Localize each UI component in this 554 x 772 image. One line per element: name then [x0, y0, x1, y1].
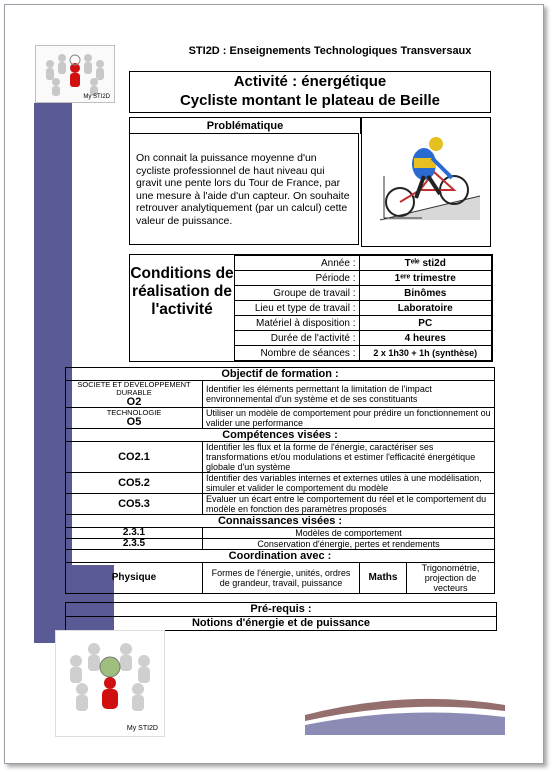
conditions-table — [234, 255, 492, 361]
page-header: STI2D : Enseignements Technologiques Transversaux — [188, 45, 472, 57]
logo-top — [35, 45, 115, 103]
coordination-subject-physique: Physique — [66, 563, 203, 594]
condition-key: Période : — [235, 271, 360, 286]
logo-bottom — [55, 630, 165, 737]
objectif-category — [66, 408, 203, 429]
logo-caption: My STI2D — [83, 94, 110, 100]
prerequis-box — [65, 602, 497, 631]
conditions-row — [235, 346, 492, 361]
connaissance-row — [66, 528, 495, 539]
competence-row — [66, 473, 495, 494]
footer-decoration — [305, 695, 505, 735]
competence-text: Evaluer un écart entre le comportement du réel et le comportement du modèle en fonction des paramètres proposés — [203, 494, 495, 515]
conditions-title: Conditions de réalisation de l'activité — [130, 265, 234, 318]
activity-title: Activité : énergétique — [233, 73, 387, 90]
objectif-category — [66, 381, 203, 408]
competence-code: CO5.3 — [66, 494, 203, 515]
connaissances-heading: Connaissances visées : — [66, 515, 495, 528]
condition-key: Lieu et type de travail : — [235, 301, 360, 316]
objectif-category-label: TECHNOLOGIE — [106, 408, 162, 417]
connaissance-text: Modèles de comportement — [203, 528, 495, 539]
condition-value: Tᵉˡᵉ sti2d — [359, 256, 492, 271]
objectif-text: Utiliser un modèle de comportement pour prédire un fonctionnement ou valider une performance — [203, 408, 495, 429]
competence-row — [66, 442, 495, 473]
conditions-row — [235, 286, 492, 301]
objectif-row — [66, 408, 495, 429]
coordination-heading: Coordination avec : — [66, 550, 495, 563]
competence-code: CO2.1 — [66, 442, 203, 473]
connaissance-code: 2.3.5 — [66, 539, 203, 550]
logo-bottom-caption: My STI2D — [126, 725, 158, 732]
connaissance-code: 2.3.1 — [66, 528, 203, 539]
connaissance-row — [66, 539, 495, 550]
activity-title-box — [129, 71, 491, 113]
objectif-code: O5 — [126, 416, 142, 428]
condition-key: Matériel à disposition : — [235, 316, 360, 331]
condition-value: 1ᵉʳᵉ trimestre — [359, 271, 492, 286]
coordination-text-physique: Formes de l'énergie, unités, ordres de grandeur, travail, puissance — [203, 563, 360, 594]
condition-key: Année : — [235, 256, 360, 271]
competence-row — [66, 494, 495, 515]
team-circle-icon — [56, 631, 164, 721]
condition-value: PC — [359, 316, 492, 331]
condition-key: Durée de l'activité : — [235, 331, 360, 346]
cyclist-icon — [362, 118, 490, 246]
objectif-code: O2 — [126, 396, 142, 408]
conditions-row — [235, 331, 492, 346]
problematique-heading: Problématique — [129, 117, 361, 134]
conditions-box — [129, 254, 493, 362]
condition-value: Binômes — [359, 286, 492, 301]
competence-code: CO5.2 — [66, 473, 203, 494]
condition-value: Laboratoire — [359, 301, 492, 316]
objectives-table — [65, 367, 495, 594]
condition-value: 4 heures — [359, 331, 492, 346]
conditions-row — [235, 271, 492, 286]
objectif-heading: Objectif de formation : — [66, 368, 495, 381]
prerequis-text: Notions d'énergie et de puissance — [191, 617, 371, 629]
objectif-text: Identifier les éléments permettant la limitation de l'impact environnemental d'un système et de ses constituants — [203, 381, 495, 408]
coordination-text-maths: Trigonométrie, projection de vecteurs — [407, 563, 495, 594]
activity-subtitle: Cycliste montant le plateau de Beille — [179, 92, 441, 109]
problematique-text: On connait la puissance moyenne d'un cycliste professionnel de haut niveau qui gravit une pente lors du Tour de France, par une mesure à l'aide d'un capteur. On souhaite retrouver analytiquement (par un calcul) cette valeur de puissance. — [136, 152, 350, 227]
problematique-box — [129, 133, 359, 245]
competence-text: Identifier des variables internes et externes utiles à une modélisation, simuler et valider le comportement du modèle — [203, 473, 495, 494]
objectif-category-label: SOCIETE ET DEVELOPPEMENT DURABLE — [77, 380, 191, 397]
connaissance-text: Conservation d'énergie, pertes et rendements — [203, 539, 495, 550]
conditions-row — [235, 301, 492, 316]
condition-value: 2 x 1h30 + 1h (synthèse) — [359, 346, 492, 361]
condition-key: Groupe de travail : — [235, 286, 360, 301]
coordination-row — [66, 563, 495, 594]
prerequis-heading: Pré-requis : — [66, 603, 496, 617]
objectif-row — [66, 381, 495, 408]
conditions-row — [235, 316, 492, 331]
cyclist-image — [361, 117, 491, 247]
competences-heading: Compétences visées : — [66, 429, 495, 442]
condition-key: Nombre de séances : — [235, 346, 360, 361]
document-page — [4, 4, 544, 764]
conditions-row — [235, 256, 492, 271]
competence-text: Identifier les flux et la forme de l'énergie, caractériser ses transformations et/ou modulations et estimer l'efficacité énergétique globale d'un système — [203, 442, 495, 473]
coordination-subject-maths: Maths — [360, 563, 407, 594]
